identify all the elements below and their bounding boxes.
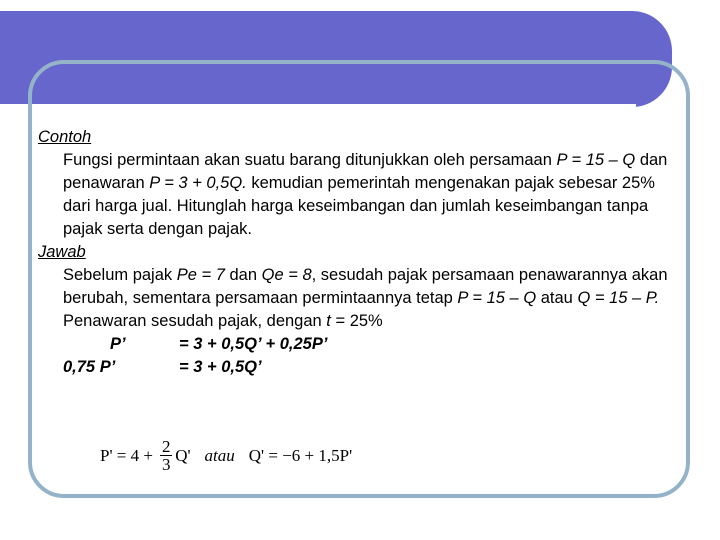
slide-content	[38, 126, 678, 379]
equation-row-2	[38, 356, 678, 379]
equation-row-1	[38, 333, 678, 356]
fraction-numerator: 2	[161, 437, 171, 456]
problem-text: Fungsi permintaan akan suatu barang ditunjukkan oleh persamaan	[63, 151, 557, 169]
answer-pe: Pe = 7	[176, 266, 225, 284]
after-tax-text: = 25%	[330, 312, 383, 330]
problem-text: kemudian pemerintah mengenakan pajak sebesar 25% dari harga jual. Hitunglah harga keseimbangan dan jumlah keseimbangan tanpa pajak serta dengan pajak.	[63, 174, 655, 238]
eq1-rhs: = 3 + 0,5Q’ + 0,25P’	[179, 335, 328, 353]
formula-part1: P' = 4 +	[100, 445, 158, 465]
eq1-lhs: P’	[110, 335, 126, 353]
answer-text: atau	[536, 289, 578, 307]
eq2-lhs: 0,75 P’	[63, 358, 116, 376]
eq2-rhs: = 3 + 0,5Q’	[179, 358, 262, 376]
problem-supply-eq: P = 3 + 0,5Q.	[149, 174, 247, 192]
answer-paragraph	[38, 264, 678, 310]
answer-demand-eq: P = 15 – Q	[457, 289, 537, 307]
after-tax-line	[38, 310, 678, 333]
problem-text: dan penawaran	[63, 151, 668, 192]
answer-qe: Qe = 8	[261, 266, 312, 284]
problem-demand-eq: P = 15 – Q	[556, 151, 636, 169]
after-tax-text: Penawaran sesudah pajak, dengan	[63, 312, 327, 330]
problem-paragraph	[38, 149, 678, 241]
formula-fraction	[160, 438, 172, 473]
result-formula	[100, 438, 352, 473]
answer-text: , sesudah pajak persamaan penawarannya akan berubah, sementara persamaan permintaannya tetap	[63, 266, 668, 307]
heading-contoh: Contoh	[38, 128, 92, 146]
formula-atau: atau	[204, 445, 235, 465]
answer-demand-inverse: Q = 15 – P.	[577, 289, 660, 307]
fraction-denominator: 3	[161, 455, 171, 474]
heading-jawab: Jawab	[38, 243, 86, 261]
formula-part3: Q' = −6 + 1,5P'	[248, 445, 353, 465]
formula-part2: Q'	[175, 445, 191, 465]
answer-text: dan	[224, 266, 262, 284]
answer-text: Sebelum pajak	[63, 266, 177, 284]
after-tax-t: t	[326, 312, 331, 330]
